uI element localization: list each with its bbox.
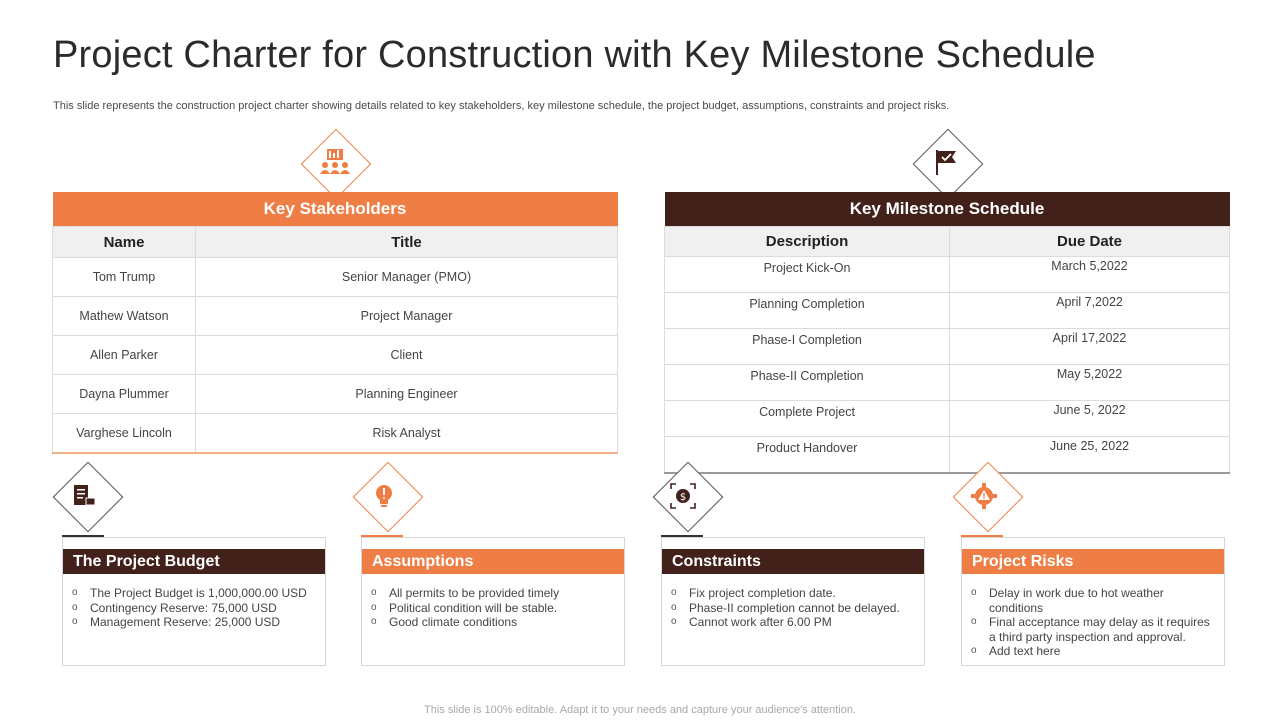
footer-note: This slide is 100% editable. Adapt it to your needs and capture your audience's attention. <box>424 704 856 716</box>
card-accent <box>661 535 703 537</box>
milestone-due-date: May 5,2022 <box>950 365 1230 401</box>
stakeholders-table <box>52 192 618 454</box>
list-item: o All permits to be provided timely <box>370 586 618 601</box>
stakeholder-title: Planning Engineer <box>196 375 618 414</box>
dollar-focus-icon <box>669 482 697 510</box>
milestone-due-date: April 17,2022 <box>950 329 1230 365</box>
list-item: o Add text here <box>970 644 1218 659</box>
gear-warning-icon <box>970 482 998 510</box>
card-accent <box>961 535 1003 537</box>
list-item: o Political condition will be stable. <box>370 601 618 616</box>
list-item: o Contingency Reserve: 75,000 USD <box>71 601 319 616</box>
list-item: o Delay in work due to hot weather conditions <box>970 586 1218 615</box>
table-row <box>53 414 618 454</box>
milestones-header: Key Milestone Schedule <box>665 192 1230 227</box>
constraints-card <box>661 537 925 666</box>
budget-list <box>71 586 319 630</box>
milestone-due-date: March 5,2022 <box>950 257 1230 293</box>
team-icon <box>316 146 354 180</box>
milestone-due-date: June 25, 2022 <box>950 437 1230 474</box>
list-item: o Fix project completion date. <box>670 586 918 601</box>
stakeholder-title: Project Manager <box>196 297 618 336</box>
milestone-description: Product Handover <box>665 437 950 474</box>
table-row <box>53 297 618 336</box>
table-row <box>665 257 1230 293</box>
table-row <box>53 375 618 414</box>
budget-card <box>62 537 326 666</box>
stakeholders-header: Key Stakeholders <box>53 192 618 227</box>
table-row <box>665 329 1230 365</box>
page-title: Project Charter for Construction with Key Milestone Schedule <box>53 34 1096 76</box>
card-accent <box>62 535 104 537</box>
risks-card <box>961 537 1225 666</box>
col-due-date-header: Due Date <box>950 227 1230 257</box>
card-accent <box>361 535 403 537</box>
table-row <box>53 336 618 375</box>
lightbulb-icon <box>372 482 396 510</box>
milestone-due-date: June 5, 2022 <box>950 401 1230 437</box>
table-row <box>665 365 1230 401</box>
milestone-description: Phase-I Completion <box>665 329 950 365</box>
col-title-header: Title <box>196 227 618 258</box>
table-row <box>665 401 1230 437</box>
milestone-description: Complete Project <box>665 401 950 437</box>
budget-document-icon <box>71 483 97 509</box>
stakeholder-name: Mathew Watson <box>53 297 196 336</box>
milestone-due-date: April 7,2022 <box>950 293 1230 329</box>
milestone-description: Phase-II Completion <box>665 365 950 401</box>
stakeholder-name: Varghese Lincoln <box>53 414 196 454</box>
list-item: o Management Reserve: 25,000 USD <box>71 615 319 630</box>
stakeholder-title: Senior Manager (PMO) <box>196 258 618 297</box>
stakeholder-title: Client <box>196 336 618 375</box>
stakeholder-name: Allen Parker <box>53 336 196 375</box>
milestone-description: Project Kick-On <box>665 257 950 293</box>
stakeholder-title: Risk Analyst <box>196 414 618 454</box>
list-item: o The Project Budget is 1,000,000.00 USD <box>71 586 319 601</box>
assumptions-card-title: Assumptions <box>362 549 624 574</box>
list-item: o Phase-II completion cannot be delayed. <box>670 601 918 616</box>
risks-list <box>970 586 1218 659</box>
list-item: o Final acceptance may delay as it requires a third party inspection and approval. <box>970 615 1218 644</box>
milestones-table <box>664 192 1230 474</box>
assumptions-card <box>361 537 625 666</box>
list-item: o Cannot work after 6.00 PM <box>670 615 918 630</box>
col-name-header: Name <box>53 227 196 258</box>
risks-card-title: Project Risks <box>962 549 1224 574</box>
page-subtitle: This slide represents the construction project charter showing details related to key stakeholders, key milestone schedule, the project budget, assumptions, constraints and project risks. <box>53 100 950 112</box>
list-item: o Good climate conditions <box>370 615 618 630</box>
assumptions-list <box>370 586 618 630</box>
table-row <box>53 258 618 297</box>
col-description-header: Description <box>665 227 950 257</box>
budget-card-title: The Project Budget <box>63 549 325 574</box>
constraints-list <box>670 586 918 630</box>
constraints-card-title: Constraints <box>662 549 924 574</box>
table-row <box>665 293 1230 329</box>
stakeholder-name: Dayna Plummer <box>53 375 196 414</box>
flag-icon <box>932 147 962 177</box>
table-row <box>665 437 1230 474</box>
stakeholder-name: Tom Trump <box>53 258 196 297</box>
milestone-description: Planning Completion <box>665 293 950 329</box>
svg-text:$: $ <box>679 492 687 503</box>
